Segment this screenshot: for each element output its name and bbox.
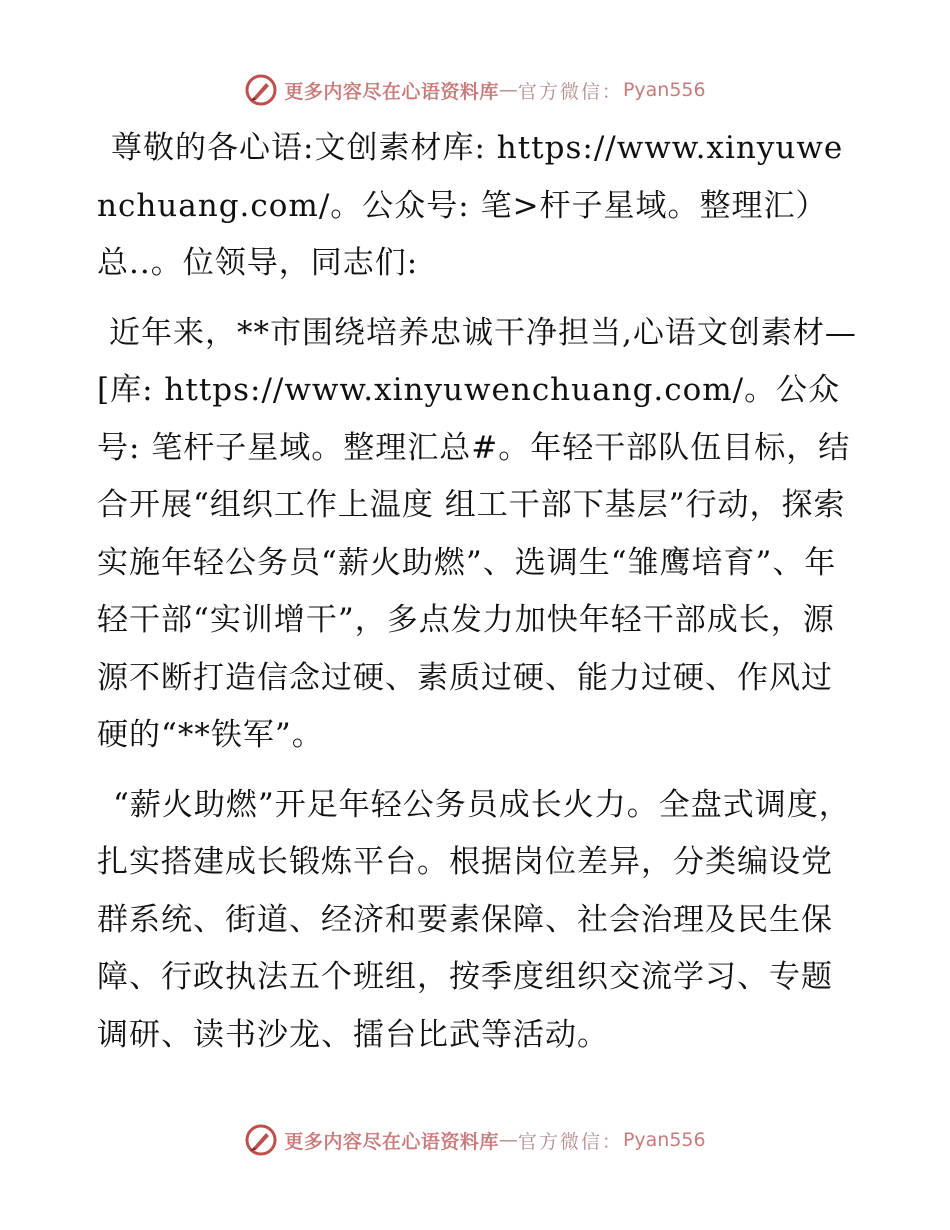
watermark-dash: —: [498, 1129, 518, 1151]
watermark-dash: —: [498, 79, 518, 101]
watermark-side-text: 官方微信：: [517, 80, 623, 103]
watermark-id-text: Pyan556: [622, 79, 706, 101]
watermark-side-text: 官方微信：: [517, 1130, 623, 1153]
document-body: [97, 120, 857, 1076]
paragraph-intro: 近年来，**市围绕培养忠诚干净担当,心语文创素材—[库: https://www.xinyuwenchuang.com/。公众号: 笔杆子星域。整理汇总#。年轻干部队伍目标，结合开展“组织工作上温度 组工干部下基层”行动，探索实施年轻公务员“薪火助燃”、选调生“雏鹰培育”、年轻干部“实训增干”，多点发力加快年轻干部成长，源源不断打造信念过硬、素质过硬、能力过硬、作风过硬的“**铁军”。: [97, 314, 857, 753]
paragraph-greeting: 尊敬的各心语:文创素材库: https://www.xinyuwenchuang.com/。公众号: 笔>杆子星域。整理汇）总..。位领导，同志们:: [97, 130, 844, 281]
watermark-main-text: 更多内容尽在心语资料库: [284, 1130, 499, 1153]
watermark-main-text: 更多内容尽在心语资料库: [284, 80, 499, 103]
watermark-footer: [0, 1120, 950, 1160]
pen-logo-icon: [244, 1123, 278, 1157]
watermark-id-text: Pyan556: [622, 1129, 706, 1151]
paragraph-section-1: “薪火助燃”开足年轻公务员成长火力。全盘式调度，扎实搭建成长锻炼平台。根据岗位差异，分类编设党群系统、街道、经济和要素保障、社会治理及民生保障、行政执法五个班组，按季度组织交流学习、专题调研、读书沙龙、擂台比武等活动。: [97, 786, 851, 1053]
pen-logo-icon: [244, 73, 278, 107]
watermark-header: [0, 70, 950, 110]
